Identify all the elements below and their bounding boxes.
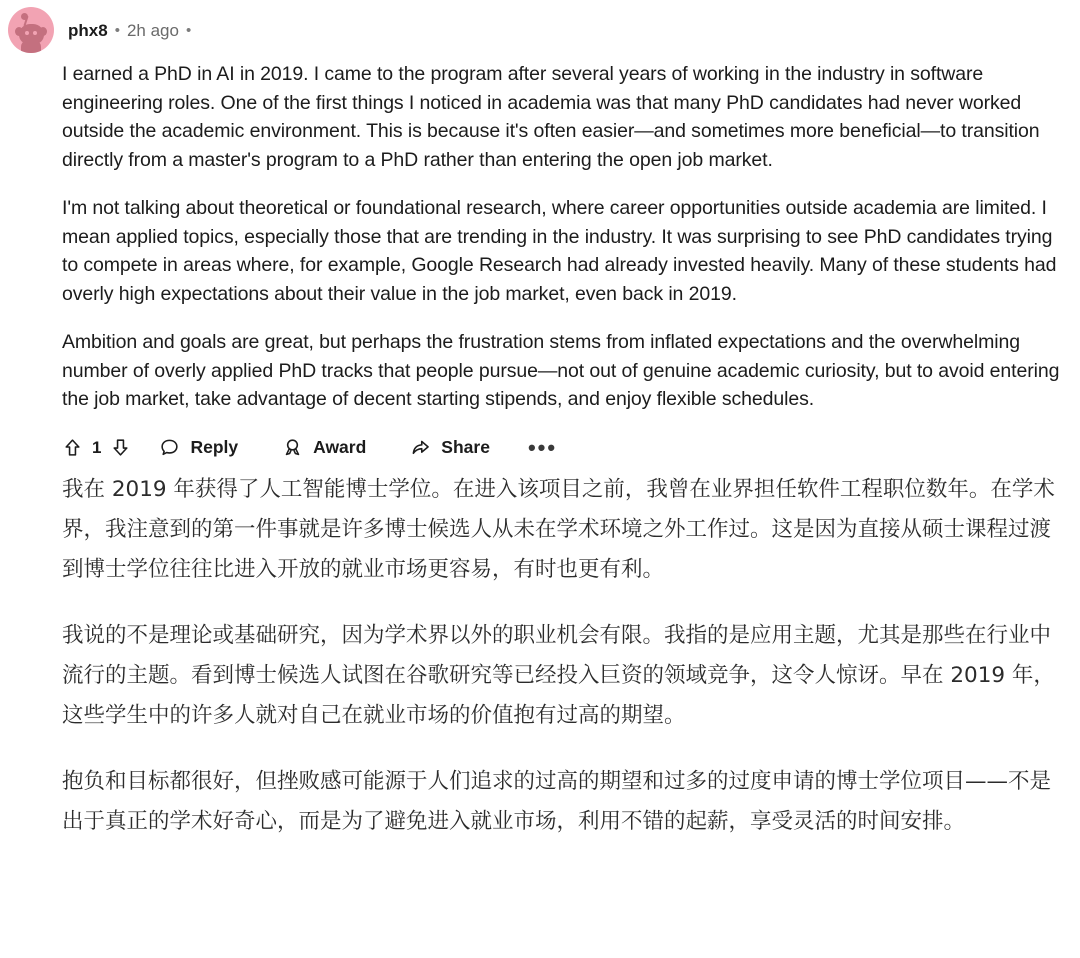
award-rosette-icon <box>282 437 303 458</box>
award-label: Award <box>313 437 367 457</box>
comment-body <box>0 60 1080 842</box>
chinese-paragraph-2: 我说的不是理论或基础研究，因为学术界以外的职业机会有限。我指的是应用主题，尤其是那些在行业中流行的主题。看到博士候选人试图在谷歌研究等已经投入巨资的领域竞争，这令人惊讶。早在 2019 年，这些学生中的许多人就对自己在就业市场的价值抱有过高的期望。 <box>62 622 1055 728</box>
chinese-paragraph-1: 我在 2019 年获得了人工智能博士学位。在进入该项目之前，我曾在业界担任软件工程职位数年。在学术界，我注意到的第一件事就是许多博士候选人从未在学术环境之外工作过。这是因为直接从硕士课程过渡到博士学位往往比进入开放的就业市场更容易，有时也更有利。 <box>62 476 1055 582</box>
chinese-translation-block <box>62 470 1070 842</box>
downvote-arrow-icon[interactable] <box>110 437 131 458</box>
share-label: Share <box>441 437 490 457</box>
share-button[interactable] <box>410 433 490 463</box>
snoo-eye-right-icon <box>33 31 37 35</box>
author-username[interactable]: phx8 <box>68 20 108 40</box>
vote-count: 1 <box>92 437 102 457</box>
speech-bubble-icon <box>159 437 180 458</box>
ellipsis-icon: ••• <box>527 434 558 460</box>
english-paragraph-3: Ambition and goals are great, but perhaps the frustration stems from inflated expectations and the overwhelming number of overly applied PhD tracks that people pursue—not out of genuine academic curiosity, but to avoid entering the job market, take advantage of decent starting stipends, and enjoy flexible schedules. <box>62 331 1060 410</box>
reply-label: Reply <box>190 437 239 457</box>
english-paragraph-1: I earned a PhD in AI in 2019. I came to the program after several years of working in the industry in software engineering roles. One of the first things I noticed in academia was that many PhD candidates had never worked outside the academic environment. This is because it's often easier—and sometimes more beneficial—to transition directly from a master's program to a PhD rather than entering the open job market. <box>62 63 1040 171</box>
snoo-body-icon <box>21 40 41 53</box>
more-options-button[interactable] <box>528 433 557 463</box>
award-button[interactable] <box>282 433 366 463</box>
avatar[interactable] <box>8 7 54 53</box>
chinese-paragraph-3: 抱负和目标都很好，但挫败感可能源于人们追求的过高的期望和过多的过度申请的博士学位项目——不是出于真正的学术好奇心，而是为了避免进入就业市场，利用不错的起薪，享受灵活的时间安排。 <box>62 768 1052 834</box>
english-paragraph-2: I'm not talking about theoretical or foundational research, where career opportunities outside academia are limited. I mean applied topics, especially those that are trending in the industry. It was surprising to see PhD candidates trying to compete in areas where, for example, Google Research had already invested heavily. Many of these students had overly high expectations about their value in the job market, even back in 2019. <box>62 197 1057 305</box>
share-arrow-icon <box>410 437 431 458</box>
comment-header <box>0 0 1080 60</box>
reply-button[interactable] <box>159 433 238 463</box>
meta-separator-end: • <box>185 21 192 39</box>
meta-separator: • <box>114 21 120 39</box>
vote-group <box>62 437 131 458</box>
snoo-eye-left-icon <box>25 31 29 35</box>
comment-timestamp: 2h ago <box>126 20 179 40</box>
upvote-arrow-icon[interactable] <box>62 437 83 458</box>
comment-action-bar <box>62 430 1070 466</box>
comment-meta <box>68 22 191 39</box>
